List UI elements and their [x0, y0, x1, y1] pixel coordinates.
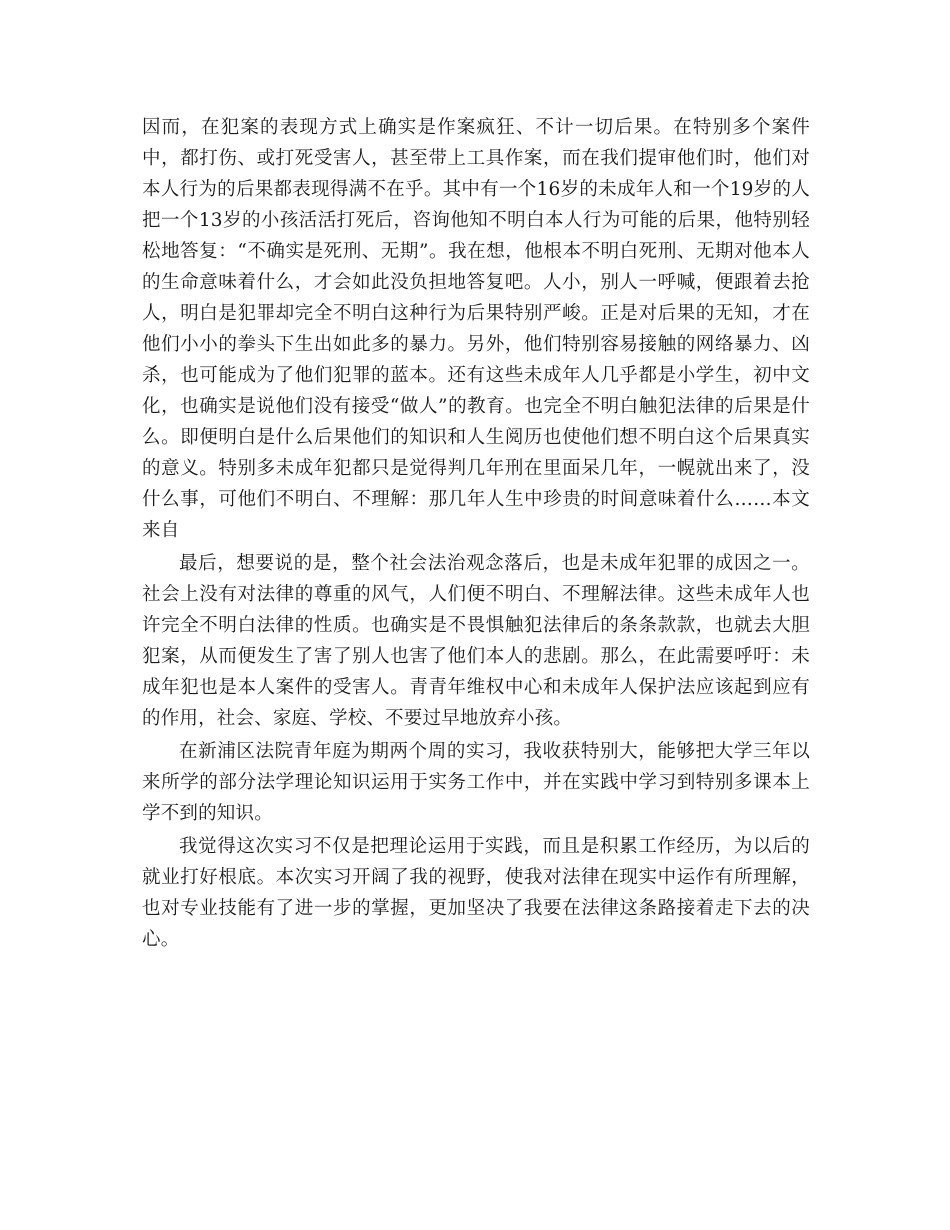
document-body [142, 112, 810, 957]
paragraph-social-causes: 最后，想要说的是，整个社会法治观念落后，也是未成年犯罪的成因之一。社会上没有对法律的尊重的风气，人们便不明白、不理解法律。这些未成年人也许完全不明白法律的性质。也确实是不畏惧触犯法律后的条条款款，也就去大胆犯案，从而便发生了害了别人也害了他们本人的悲剧。那么，在此需要呼吁：未成年犯也是本人案件的受害人。青青年维权中心和未成年人保护法应该起到应有的作用，社会、家庭、学校、不要过早地放弃小孩。 [142, 553, 810, 729]
paragraph-conclusion: 我觉得这次实习不仅是把理论运用于实践，而且是积累工作经历，为以后的就业打好根底。本次实习开阔了我的视野，使我对法律在现实中运作有所理解，也对专业技能有了进一步的掌握，更加坚决了我要在法律这条路接着走下去的决心。 [142, 836, 810, 950]
paragraph-continuation: 因而，在犯案的表现方式上确实是作案疯狂、不计一切后果。在特别多个案件中，都打伤、或打死受害人，甚至带上工具作案，而在我们提审他们时，他们对本人行为的后果都表现得满不在乎。其中有一个16岁的未成年人和一个19岁的人把一个13岁的小孩活活打死后，咨询他知不明白本人行为可能的后果，他特别轻松地答复：“不确实是死刑、无期”。我在想，他根本不明白死刑、无期对他本人的生命意味着什么，才会如此没负担地答复吧。人小，别人一呼喊，便跟着去抢人，明白是犯罪却完全不明白这种行为后果特别严峻。正是对后果的无知，才在他们小小的拳头下生出如此多的暴力。另外，他们特别容易接触的网络暴力、凶杀，也可能成为了他们犯罪的蓝本。还有这些未成年人几乎都是小学生，初中文化，也确实是说他们没有接受“做人”的教育。也完全不明白触犯法律的后果是什么。即便明白是什么后果他们的知识和人生阅历也使他们想不明白这个后果真实的意义。特别多未成年犯都只是觉得判几年刑在里面呆几年，一幌就出来了，没什么事，可他们不明白、不理解：那几年人生中珍贵的时间意味着什么……本文来自 [142, 117, 810, 541]
paragraph-internship-gains: 在新浦区法院青年庭为期两个周的实习，我收获特别大，能够把大学三年以来所学的部分法学理论知识运用于实务工作中，并在实践中学习到特别多课本上学不到的知识。 [142, 741, 810, 824]
